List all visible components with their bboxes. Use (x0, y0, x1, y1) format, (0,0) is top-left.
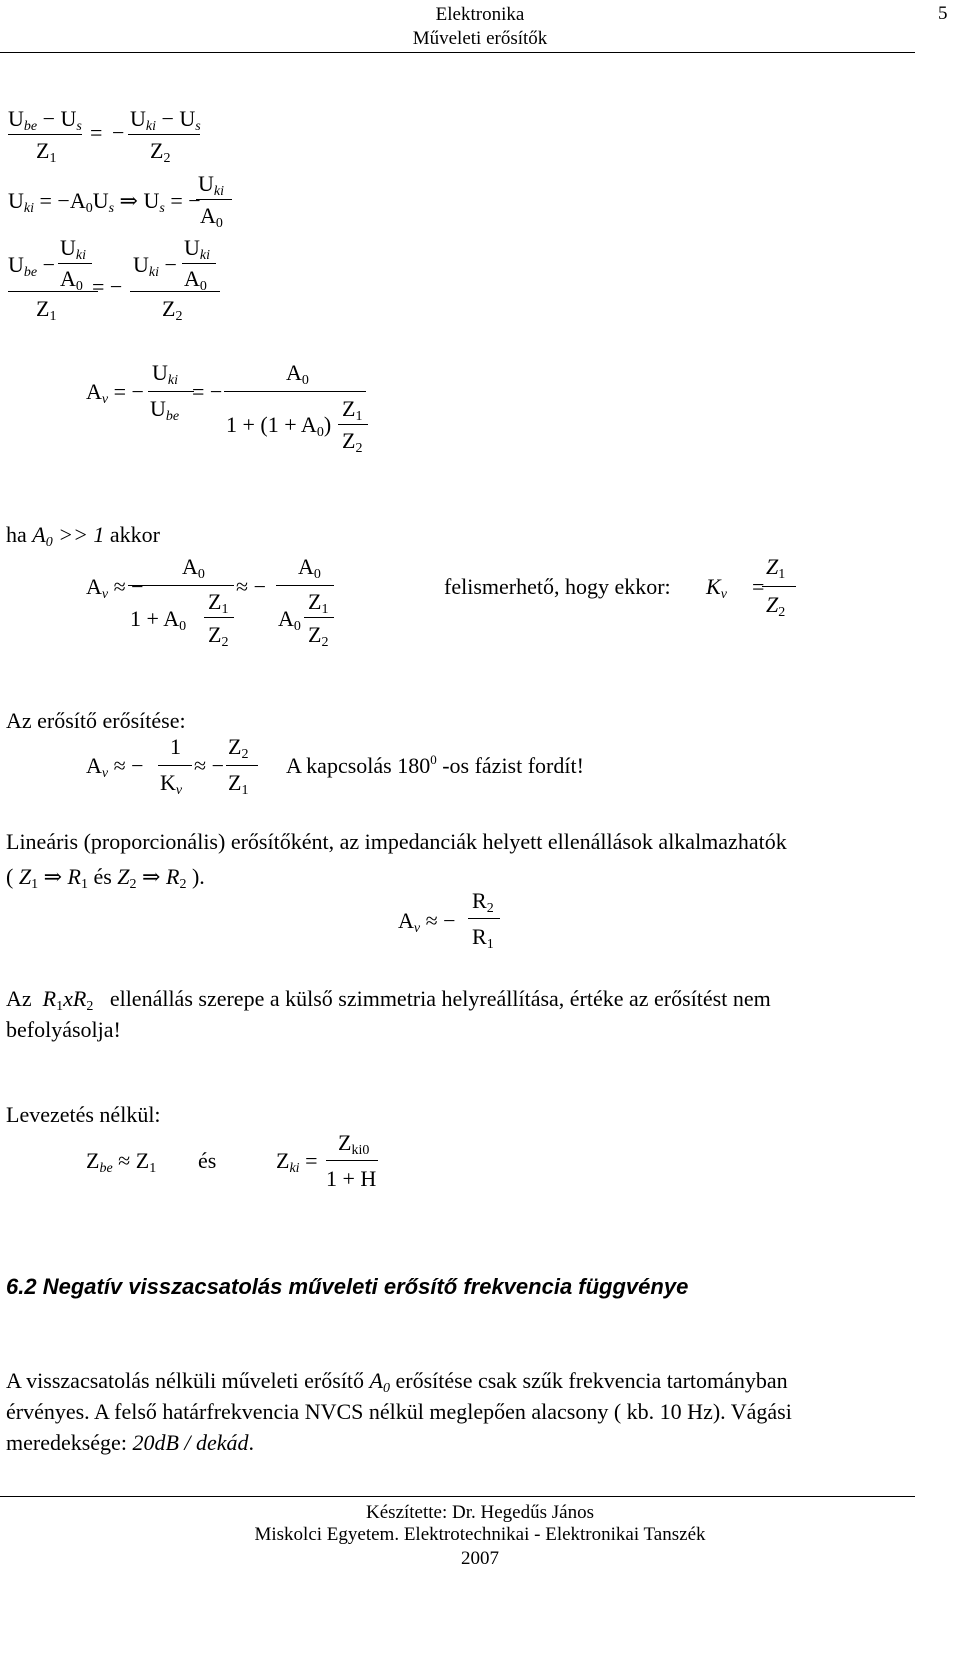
no-derivation-label: Levezetés nélkül: (6, 1102, 161, 1127)
section-heading: 6.2 Negatív visszacsatolás műveleti erősítő frekvencia függvénye (6, 1274, 689, 1299)
header-subtitle: Műveleti erősítők (412, 28, 548, 49)
freq-paragraph-line2: érvényes. A felső határfrekvencia NVCS nélkül meglepően alacsony ( kb. 10 Hz). Vágási (6, 1399, 792, 1424)
footer-rule (0, 1496, 915, 1497)
gain-label: Az erősítő erősítése: (6, 708, 186, 733)
freq-paragraph-line3: meredeksége: 20dB / dekád. (6, 1430, 255, 1455)
rxr-paragraph-line1: Az R1xR2 ellenállás szerepe a külső szimmetria helyreállítása, értéke az erősítést nem (6, 986, 771, 1014)
impedance-mapping: ( Z1 ⇒ R1 és Z2 ⇒ R2 ). (6, 864, 205, 892)
page-number: 5 (938, 3, 948, 24)
freq-paragraph-line1: A visszacsatolás nélküli műveleti erősítő A0 erősítése csak szűk frekvencia tartományban (6, 1368, 788, 1396)
footer-year: 2007 (461, 1548, 499, 1569)
header-title: Elektronika (435, 4, 525, 25)
linear-paragraph: Lineáris (proporcionális) erősítőként, az impedanciák helyett ellenállások alkalmazhatók (6, 829, 787, 854)
condition-line: ha A0 >> 1 akkor (6, 522, 161, 550)
footer-author: Készítette: Dr. Hegedűs János (366, 1502, 594, 1523)
footer-institution: Miskolci Egyetem. Elektrotechnikai - Elektronikai Tanszék (254, 1524, 706, 1545)
header-rule (0, 52, 915, 53)
rxr-paragraph-line2: befolyásolja! (6, 1017, 121, 1042)
